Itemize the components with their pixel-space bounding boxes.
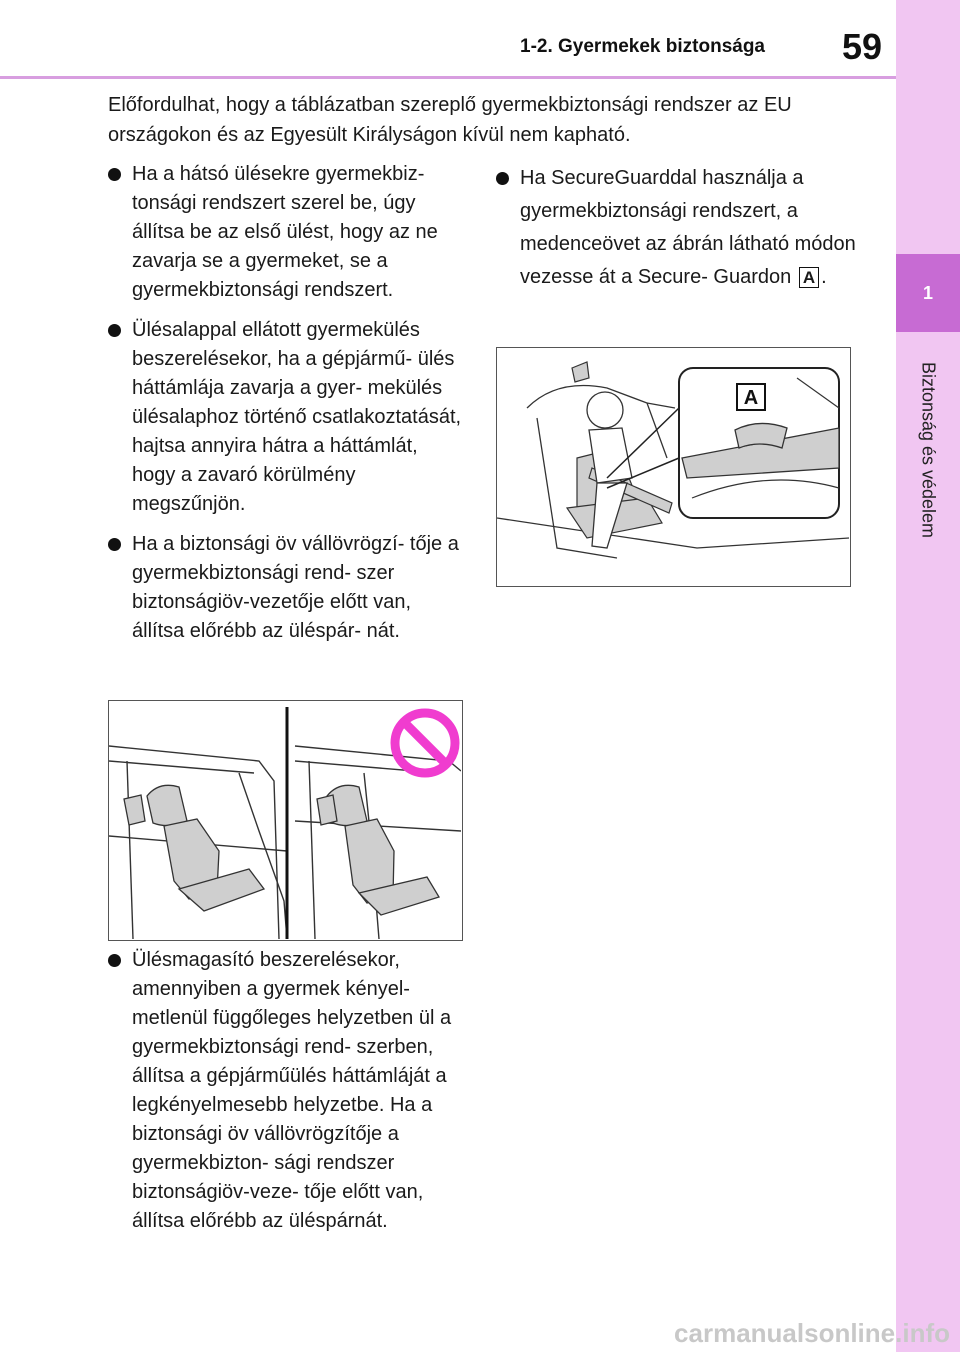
bullet-item bbox=[496, 162, 856, 294]
bullet-dot-icon bbox=[108, 954, 121, 967]
secureguard-illustration bbox=[497, 348, 849, 585]
bullet-dot-icon bbox=[108, 168, 121, 181]
bullet-item bbox=[108, 160, 463, 305]
intro-paragraph: Előfordulhat, hogy a táblázatban szereplő gyermekbiztonsági rendszer az EU országokon és az Egyesült Királyságon kívül nem kapható. bbox=[108, 94, 792, 146]
bullet-text-suffix: . bbox=[821, 266, 827, 288]
seat-clearance-illustration bbox=[109, 701, 461, 939]
secureguard-figure bbox=[496, 347, 851, 587]
bullet-item bbox=[108, 316, 463, 519]
bullet-dot-icon bbox=[108, 324, 121, 337]
bullet-dot-icon bbox=[108, 538, 121, 551]
chapter-number-tab[interactable]: 1 bbox=[896, 254, 960, 332]
callout-label-text: A bbox=[743, 387, 759, 409]
seat-clearance-figure bbox=[108, 700, 463, 941]
section-title: 1-2. Gyermekek biztonsága bbox=[520, 36, 765, 57]
page-number: 59 bbox=[841, 26, 883, 67]
bullet-text-main: Ha SecureGuarddal használja a gyermekbiztonsági rendszert, a medenceövet az ábrán látható módon vezesse át a Secure- Guardon bbox=[520, 167, 856, 288]
chapter-title-text: Biztonság és védelem bbox=[918, 361, 939, 539]
bullet-text bbox=[496, 162, 856, 294]
chapter-side-tab bbox=[896, 0, 960, 1352]
callout-label-a: A bbox=[799, 267, 819, 288]
bullet-dot-icon bbox=[496, 172, 509, 185]
prohibited-icon bbox=[395, 713, 455, 773]
bullet-text: Ha a biztonsági öv vállövrögzí- tője a gyermekbiztonsági rend- szer biztonságiöv-vezetője előtt van, állítsa előrébb az üléspár- nát. bbox=[132, 533, 459, 642]
bullet-text: Ülésmagasító beszerelésekor, amennyiben a gyermek kényel- metlenül függőleges helyzetben ül a gyermekbiztonsági rend- szerben, állítsa a gépjárműülés háttámláját a legkényelmesebb helyzetbe. Ha a biztonsági öv vállövrögzítője a gyermekbizton- sági rendszer biztonságiöv-veze- tője előtt van, állítsa előrébb az üléspárnát. bbox=[132, 949, 452, 1232]
bullet-item bbox=[108, 946, 473, 1236]
watermark-text: carmanualsonline.info bbox=[674, 1318, 950, 1348]
bullet-text: Ha a hátsó ülésekre gyermekbiz- tonsági rendszert szerel be, úgy állítsa be az első ülést, hogy az ne zavarja se a gyermeket, se a gyermekbiztonsági rendszert. bbox=[132, 163, 438, 301]
header-divider bbox=[0, 76, 896, 79]
bullet-item bbox=[108, 530, 463, 646]
bullet-text: Ülésalappal ellátott gyermekülés beszerelésekor, ha a gépjármű- ülés háttámlája zavarja a gyer- mekülés ülésalaphoz történő csatlakoztatását, hajtsa annyira hátra a háttámlát, hogy a zavaró körülmény megszűnjön. bbox=[132, 319, 462, 515]
